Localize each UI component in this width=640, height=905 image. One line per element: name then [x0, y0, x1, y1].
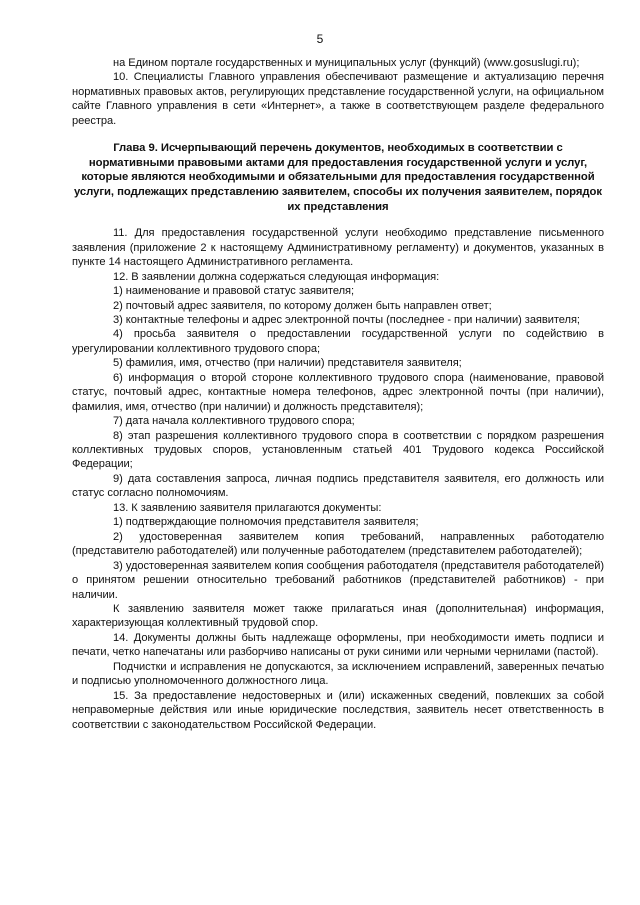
chapter-heading: Глава 9. Исчерпывающий перечень документов, необходимых в соответствии с нормативными правовыми актами для предоставления государственной услуги и услуг, которые являются необходимыми и обязательными для предоставления государственной услуги, подлежащих представлению заявителем, способы их получения заявителем, порядок их представления — [73, 142, 603, 213]
list-item: 5) фамилия, имя, отчество (при наличии) представителя заявителя; — [113, 357, 462, 370]
paragraph: 12. В заявлении должна содержаться следующая информация: — [113, 270, 440, 283]
list-item: 1) наименование и правовой статус заявителя; — [113, 285, 354, 298]
list-item: 4) просьба заявителя о предоставлении государственной услуги по содействию в урегулировании коллективного трудового спора; — [72, 328, 604, 355]
list-item: 7) дата начала коллективного трудового спора; — [113, 415, 355, 428]
list-item: 3) удостоверенная заявителем копия сообщения работодателя (представителя работодателей) о принятом решении относительно требований работников (представителей работников) - при наличии. — [72, 559, 604, 601]
page-body — [72, 56, 604, 732]
paragraph: 15. За предоставление недостоверных и (или) искаженных сведений, повлекших за собой неправомерные действия или иные юридические последствия, заявитель несет ответственность в соответствии с законодательством Российской Федерации. — [72, 689, 604, 731]
paragraph: на Едином портале государственных и муниципальных услуг (функций) (www.gosuslugi.ru); — [113, 57, 580, 69]
list-item: 2) почтовый адрес заявителя, по которому должен быть направлен ответ; — [113, 299, 492, 312]
paragraph: 13. К заявлению заявителя прилагаются документы: — [113, 501, 382, 514]
paragraph: 14. Документы должны быть надлежаще оформлены, при необходимости иметь подписи и печати, четко напечатаны или разборчиво написаны от руки синими или черными чернилами (пастой). — [72, 631, 604, 659]
list-item: 3) контактные телефоны и адрес электронной почты (последнее - при наличии) заявителя; — [113, 313, 580, 326]
paragraph: 10. Специалисты Главного управления обеспечивают размещение и актуализацию перечня нормативных правовых актов, регулирующих представление государственной услуги, на официальном сайте Главного управления в сети «Интернет», а также в соответствующем разделе федерального реестра. — [72, 71, 604, 127]
list-item: 6) информация о второй стороне коллективного трудового спора (наименование, правовой статус, почтовый адрес, контактные номера телефонов, адрес электронной почты (при наличии), фамилия, имя, отчество (при наличии) и должность представителя); — [72, 371, 604, 413]
page-number: 5 — [316, 32, 324, 46]
paragraph: 11. Для предоставления государственной услуги необходимо представление письменного заявления (приложение 2 к настоящему Административному регламенту) и документов, указанных в пункте 14 настоящего Административного регламента. — [72, 227, 604, 269]
paragraph: К заявлению заявителя может также прилагаться иная (дополнительная) информация, характеризующая коллективный трудовой спор. — [72, 603, 604, 630]
list-item: 2) удостоверенная заявителем копия требований, направленных работодателю (представителю работодателей) или полученные работодателем (представителем работодателей); — [72, 530, 604, 558]
list-item: 9) дата составления запроса, личная подпись представителя заявителя, его должность или статус согласно полномочиям. — [72, 472, 604, 500]
list-item: 8) этап разрешения коллективного трудового спора в соответствии с порядком разрешения коллективных трудовых споров, установленным статьей 401 Трудового кодекса Российской Федерации; — [72, 429, 604, 471]
paragraph: Подчистки и исправления не допускаются, за исключением исправлений, заверенных печатью и подписью уполномоченного должностного лица. — [72, 660, 604, 688]
list-item: 1) подтверждающие полномочия представителя заявителя; — [113, 516, 419, 529]
